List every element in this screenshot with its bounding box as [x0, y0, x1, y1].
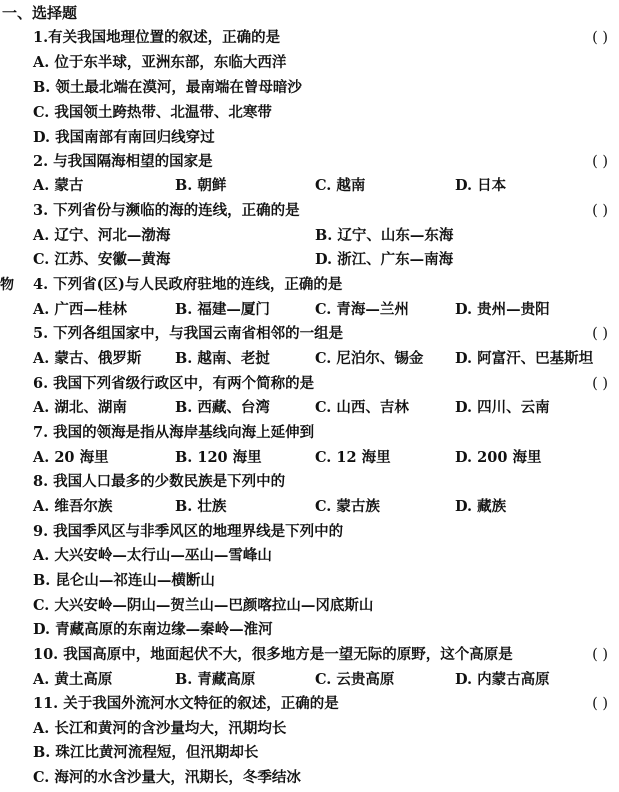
option-b: B. 辽宁、山东—东海: [315, 227, 454, 244]
question-11: [33, 692, 608, 717]
option-d: D. 浙江、广东—南海: [315, 251, 454, 268]
option-b: B. 120 海里: [175, 449, 262, 466]
option-a: A. 维吾尔族: [33, 498, 113, 515]
answer-blank[interactable]: ( ): [592, 203, 608, 219]
options-row: [33, 668, 608, 693]
option-c: C. 蒙古族: [315, 498, 380, 515]
answer-blank[interactable]: ( ): [592, 30, 608, 46]
option-a: A. 长江和黄河的含沙量均大，汛期均长: [33, 720, 287, 737]
option-d: D. 四川、云南: [455, 399, 550, 416]
option-a: A. 黄土高原: [33, 671, 113, 688]
option-b: B. 朝鲜: [175, 177, 227, 194]
question-stem: 9. 我国季风区与非季风区的地理界线是下列中的: [33, 523, 344, 540]
option-b: B. 西藏、台湾: [175, 399, 270, 416]
option-c: C. 山西、吉林: [315, 399, 409, 416]
option-d: D. 青藏高原的东南边缘—秦岭—淮河: [33, 621, 273, 638]
option-d: D. 阿富汗、巴基斯坦: [455, 350, 594, 367]
option-d: D. 贵州—贵阳: [455, 301, 550, 318]
option-c: C. 青海—兰州: [315, 301, 409, 318]
option-c: C. 尼泊尔、锡金: [315, 350, 424, 367]
option-c: C. 云贵高原: [315, 671, 395, 688]
option-d: D. 内蒙古高原: [455, 671, 550, 688]
option-a: A. 广西—桂林: [33, 301, 127, 318]
section-title: 一、选择题: [2, 4, 78, 22]
options-row: [33, 446, 608, 471]
option-d: D. 藏族: [455, 498, 507, 515]
answer-blank[interactable]: ( ): [592, 326, 608, 342]
option-c: C. 大兴安岭—阴山—贺兰山—巴颜喀拉山—冈底斯山: [33, 597, 374, 614]
margin-character: 物: [0, 277, 14, 293]
question-9: [33, 520, 608, 545]
option-c: C. 12 海里: [315, 449, 391, 466]
option-b: B. 越南、老挝: [175, 350, 270, 367]
question-2: [33, 150, 608, 175]
question-6: [33, 372, 608, 397]
answer-blank[interactable]: ( ): [592, 647, 608, 663]
option-a: A. 湖北、湖南: [33, 399, 127, 416]
option-b: B. 福建—厦门: [175, 301, 270, 318]
question-8: [33, 470, 608, 495]
option-c: C. 海河的水含沙量大，汛期长，冬季结冰: [33, 769, 301, 786]
option-c: C. 我国领土跨热带、北温带、北寒带: [33, 104, 272, 121]
question-stem: 3. 下列省份与濒临的海的连线，正确的是: [33, 202, 300, 219]
option-a: A. 位于东半球，亚洲东部，东临大西洋: [33, 54, 287, 71]
options-row: [33, 495, 608, 520]
option-b: B. 珠江比黄河流程短，但汛期却长: [33, 744, 259, 761]
question-stem: 6. 我国下列省级行政区中，有两个简称的是: [33, 375, 315, 392]
option-d: D. 我国南部有南回归线穿过: [33, 129, 215, 146]
option-a: A. 蒙古、俄罗斯: [33, 350, 142, 367]
option-a: A. 辽宁、河北—渤海: [33, 227, 171, 244]
options-row: [33, 224, 608, 249]
answer-blank[interactable]: ( ): [592, 696, 608, 712]
option-c: C. 越南: [315, 177, 366, 194]
question-stem: 10. 我国高原中，地面起伏不大，很多地方是一望无际的原野，这个高原是: [33, 646, 513, 663]
option-d: D. 200 海里: [455, 449, 542, 466]
question-7: [33, 421, 608, 446]
option-b: B. 领土最北端在漠河，最南端在曾母暗沙: [33, 79, 302, 96]
question-stem: 4. 下列省(区)与人民政府驻地的连线，正确的是: [33, 276, 343, 293]
question-5: [33, 322, 608, 347]
answer-blank[interactable]: ( ): [592, 154, 608, 170]
option-a: A. 20 海里: [33, 449, 109, 466]
answer-blank[interactable]: ( ): [592, 376, 608, 392]
options-row: [33, 347, 608, 372]
option-c: C. 江苏、安徽—黄海: [33, 251, 171, 268]
option-b: B. 壮族: [175, 498, 227, 515]
question-4: [33, 273, 608, 298]
option-d: D. 日本: [455, 177, 507, 194]
question-stem: 5. 下列各组国家中，与我国云南省相邻的一组是: [33, 325, 344, 342]
question-1: [33, 26, 608, 51]
option-b: B. 昆仑山—祁连山—横断山: [33, 572, 215, 589]
options-row: [33, 248, 608, 273]
question-3: [33, 199, 608, 224]
option-b: B. 青藏高原: [175, 671, 256, 688]
question-stem: 1.有关我国地理位置的叙述，正确的是: [33, 29, 281, 46]
question-stem: 8. 我国人口最多的少数民族是下列中的: [33, 473, 286, 490]
question-stem: 7. 我国的领海是指从海岸基线向海上延伸到: [33, 424, 315, 441]
option-a: A. 大兴安岭—太行山—巫山—雪峰山: [33, 547, 272, 564]
options-row: [33, 298, 608, 323]
option-a: A. 蒙古: [33, 177, 84, 194]
question-stem: 2. 与我国隔海相望的国家是: [33, 153, 213, 170]
question-stem: 11. 关于我国外流河水文特征的叙述，正确的是: [33, 695, 339, 712]
question-10: [33, 643, 608, 668]
options-row: [33, 174, 608, 199]
options-row: [33, 396, 608, 421]
